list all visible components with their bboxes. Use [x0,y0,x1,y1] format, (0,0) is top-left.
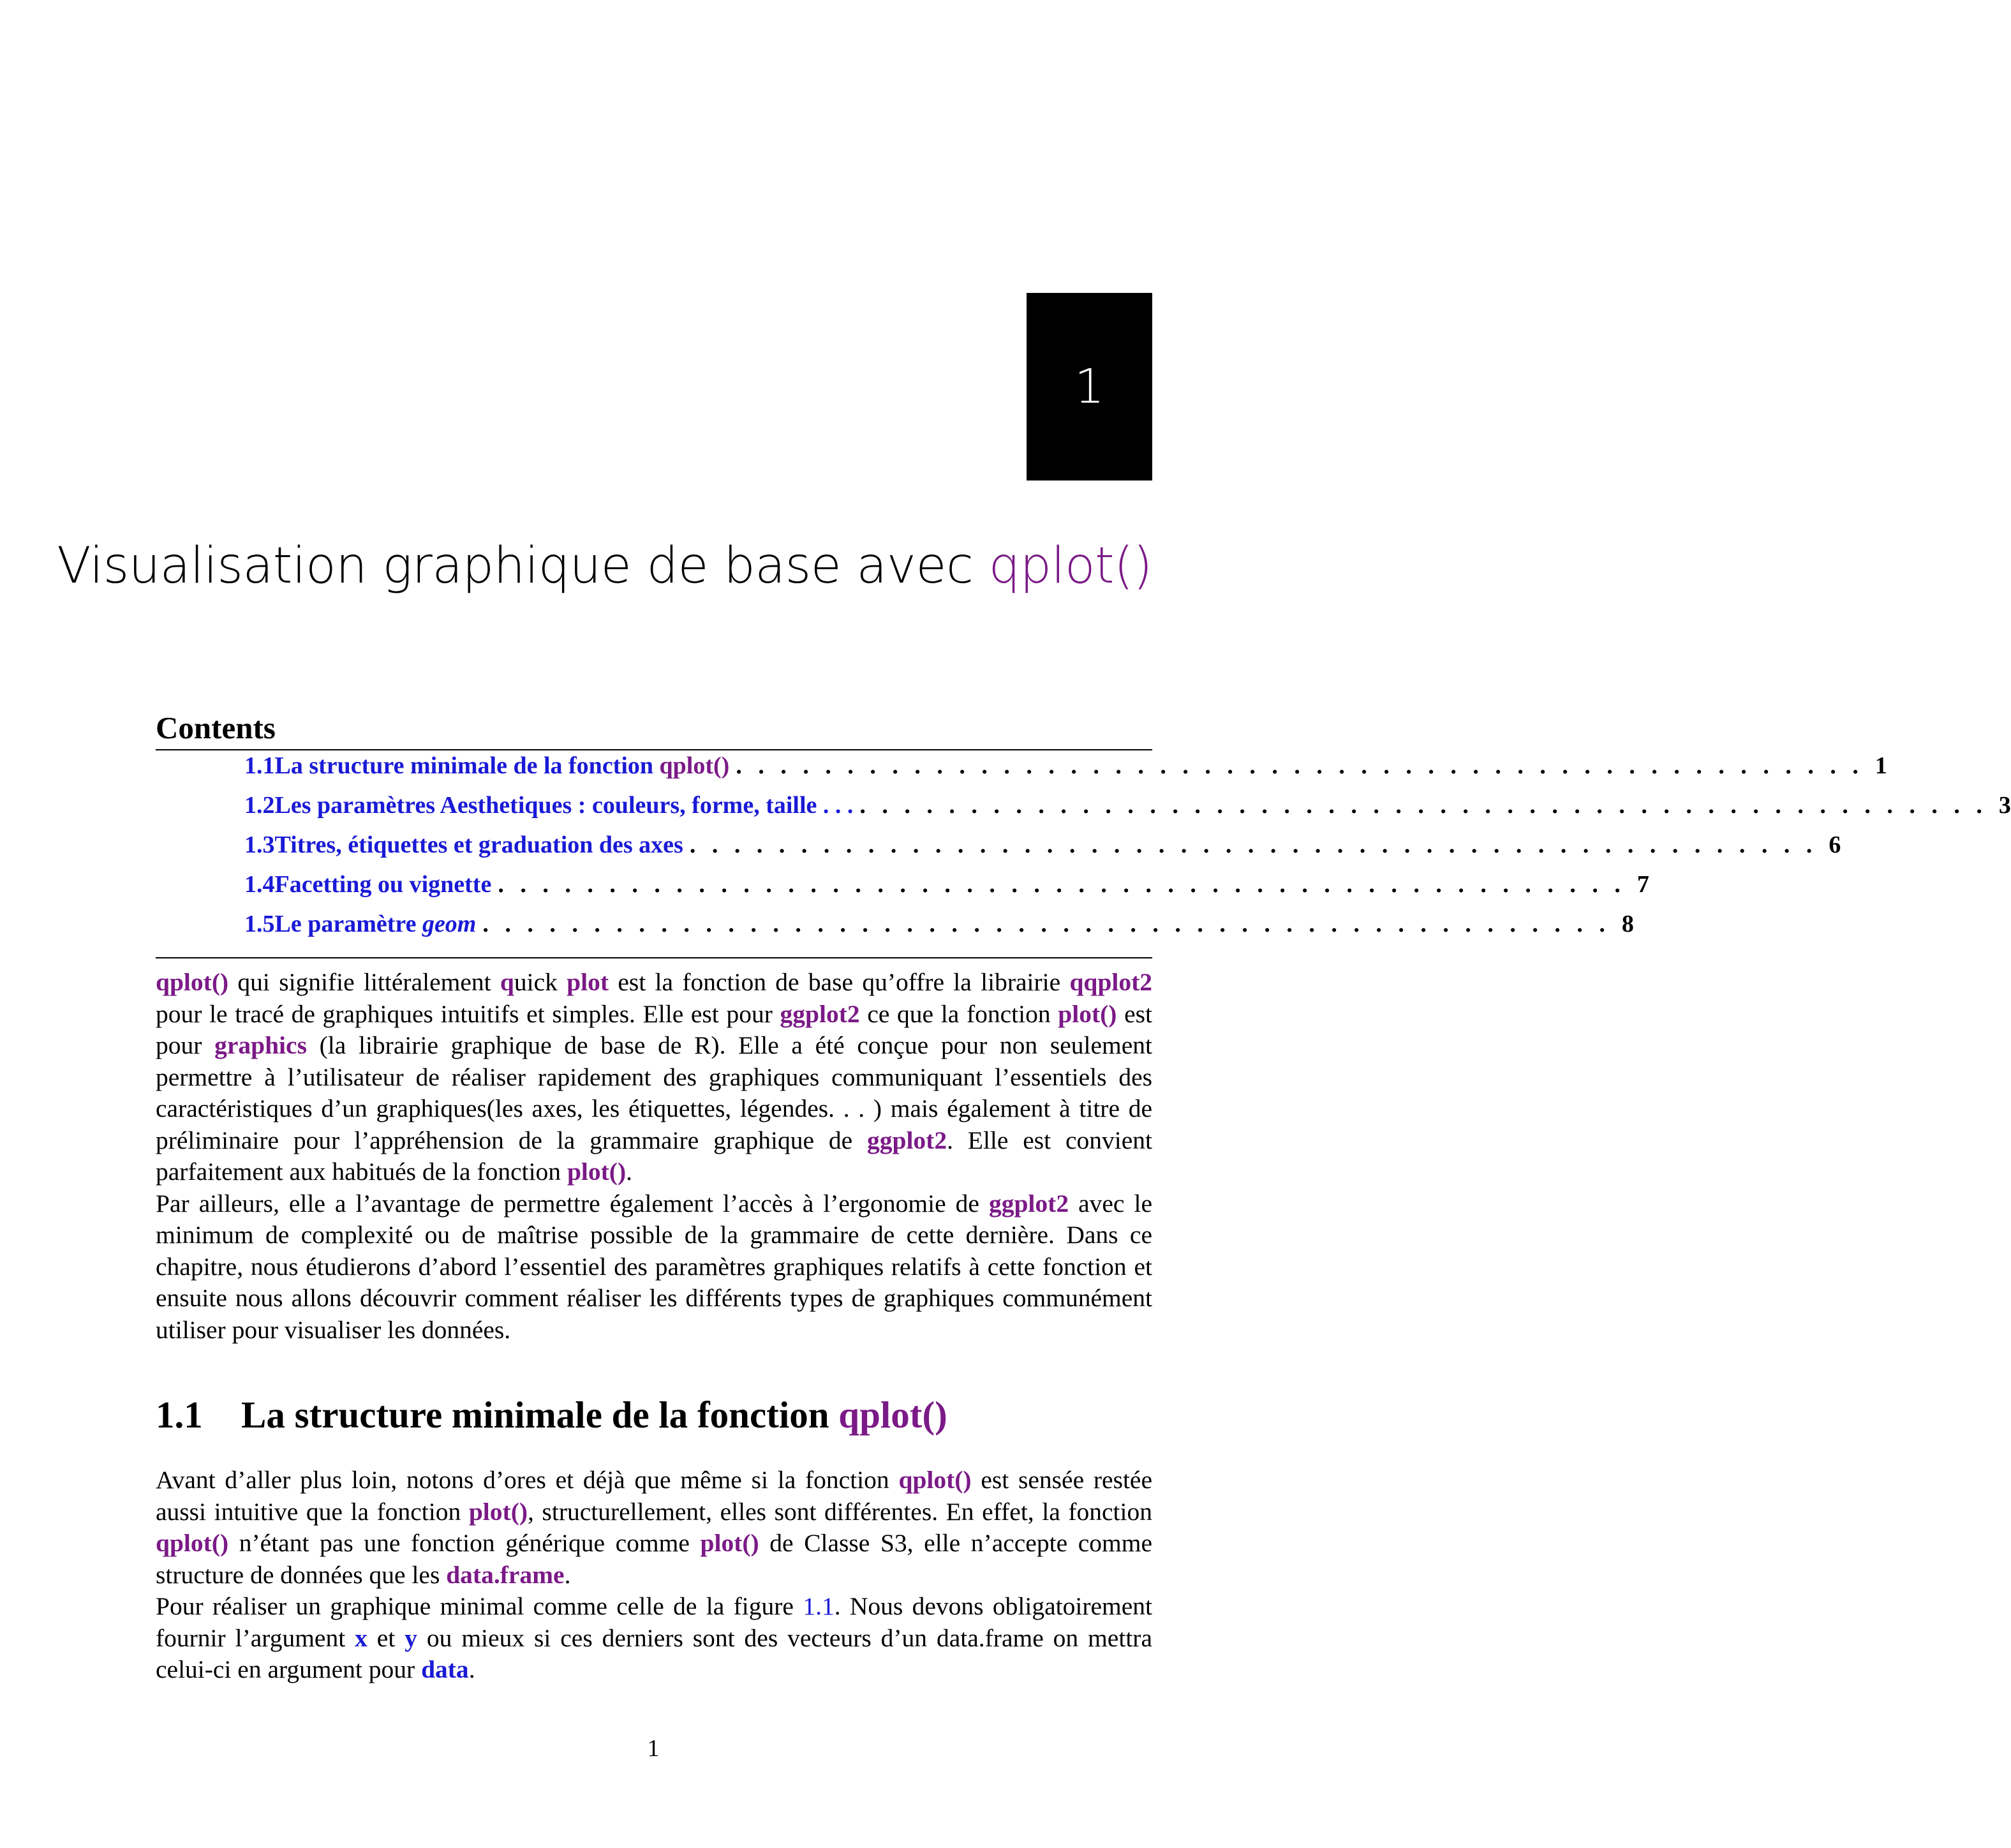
table-of-contents [244,752,2011,950]
chapter-title [57,537,1152,595]
contents-top-rule [156,749,1152,750]
intro-paragraph-2: Par ailleurs, elle a l’avantage de permettre également l’accès à l’ergonomie de ggplot2 avec le minimum de complexité ou de maîtrise possible de la grammaire de cette dernière. Dans ce chapitre, nous étudierons d’abord l’essentiel des paramètres graphiques relatifs à cette fonction et ensuite nous allons découvrir comment réaliser les différents types de graphiques communément utiliser pour visualiser les données. [156,1189,1153,1344]
function-name: plot() [700,1529,759,1557]
toc-leader-dots: . . . . . . . . . . . . . . . . . . . . . . . . . . . . . . . . . . . . . . . . . . . . . . . . . . . [689,831,1818,858]
function-name: ggplot2 [988,1189,1069,1218]
toc-entry-number: 1.1 [244,752,275,779]
function-name: ggplot2 [780,999,860,1028]
toc-leader-dots: . . . . . . . . . . . . . . . . . . . . . . . . . . . . . . . . . . . . . . . . . . . . . . . . . . . [736,752,1864,779]
section-paragraph-1: Avant d’aller plus loin, notons d’ores et déjà que même si la fonction qplot() est sensée restée aussi intuitive que la fonction plot(), structurellement, elles sont différentes. En effet, la fonction qplot() n’étant pas une fonction générique comme plot() de Classe S3, elle n’accepte comme structure de données que les data.frame. [156,1466,1153,1589]
argument-name: y [404,1623,417,1652]
toc-entry-title[interactable]: La structure minimale de la fonction qplot() [274,752,730,779]
chapter-title-text: Visualisation graphique de base avec [57,537,989,595]
toc-entry-number: 1.5 [244,911,275,937]
contents-heading: Contents [156,710,276,745]
section-title-function: qplot() [838,1394,947,1436]
toc-leader-dots: . . . . . . . . . . . . . . . . . . . . . . . . . . . . . . . . . . . . . . . . . . . . . . . . . . . [482,911,1610,937]
section-text [156,1464,1152,1686]
figure-reference[interactable]: 1.1 [803,1592,835,1620]
section-paragraph-2: Pour réaliser un graphique minimal comme celle de la figure 1.1. Nous devons obligatoirement fournir l’argument x et y ou mieux si ces derniers sont des vecteurs d’un data.frame on mettra celui-ci en argument pour data. [156,1592,1152,1683]
function-name: qqplot2 [1069,968,1152,996]
toc-entry-page: 3 [1998,792,2011,819]
toc-entry[interactable] [244,910,1634,950]
toc-entry[interactable] [244,752,1887,791]
chapter-title-function: qplot() [988,537,1152,595]
function-name: ggplot2 [866,1126,947,1154]
toc-entry-number: 1.3 [244,831,275,858]
section-title: La structure minimale de la fonction [241,1394,839,1436]
argument-name: x [355,1623,367,1652]
function-name: plot() [1058,999,1117,1028]
function-name: qplot() [156,1529,229,1557]
toc-entry-title[interactable]: Les paramètres Aesthetiques : couleurs, forme, taille . . . [274,792,854,819]
function-name: qplot() [898,1466,972,1494]
function-name: q [500,968,514,996]
toc-entry-page: 1 [1874,752,1887,779]
function-name: plot() [567,1158,627,1186]
intro-paragraph-1: qplot() qui signifie littéralement quick plot est la fonction de base qu’offre la librairie qqplot2 pour le tracé de graphiques intuitifs et simples. Elle est pour ggplot2 ce que la fonction plot() est pour graphics (la librairie graphique de base de R). Elle a été conçue pour non seulement permettre à l’utilisateur de réaliser rapidement des graphiques communiquant l’essentiels des caractéristiques d’un graphiques(les axes, les étiquettes, légendes. . . ) mais également à titre de préliminaire pour l’appréhension de la grammaire graphique de ggplot2. Elle est convient parfaitement aux habitués de la fonction plot(). [156,968,1152,1186]
toc-leader-dots: . . . . . . . . . . . . . . . . . . . . . . . . . . . . . . . . . . . . . . . . . . . . . . . . . . . [498,871,1626,898]
intro-text [156,967,1152,1346]
contents-bottom-rule [156,957,1152,958]
toc-entry-title[interactable]: Facetting ou vignette [274,871,492,898]
function-name: plot() [468,1497,528,1526]
toc-entry-page: 6 [1829,831,1841,858]
chapter-number-box [1027,293,1152,481]
page-number: 1 [647,1735,660,1762]
toc-entry-page: 8 [1621,911,1634,937]
function-name: plot [567,968,609,996]
toc-entry-title[interactable]: Titres, étiquettes et graduation des axes [274,831,683,858]
chapter-number: 1 [1074,359,1105,414]
function-name: qplot() [156,968,229,996]
function-name: graphics [214,1031,307,1059]
toc-entry-page: 7 [1636,871,1649,898]
toc-entry-number: 1.2 [244,792,275,819]
section-number: 1.1 [156,1394,203,1436]
toc-entry-title[interactable]: Le paramètre geom [274,911,477,937]
argument-name: data [421,1655,469,1683]
toc-entry[interactable] [244,870,1649,910]
toc-entry[interactable] [244,831,1841,870]
toc-entry[interactable] [244,791,2011,831]
toc-entry-number: 1.4 [244,871,275,898]
section-heading [156,1393,947,1437]
toc-leader-dots: . . . . . . . . . . . . . . . . . . . . . . . . . . . . . . . . . . . . . . . . . . . . . . . . . . . [859,792,1987,819]
function-name: data.frame [446,1560,565,1589]
